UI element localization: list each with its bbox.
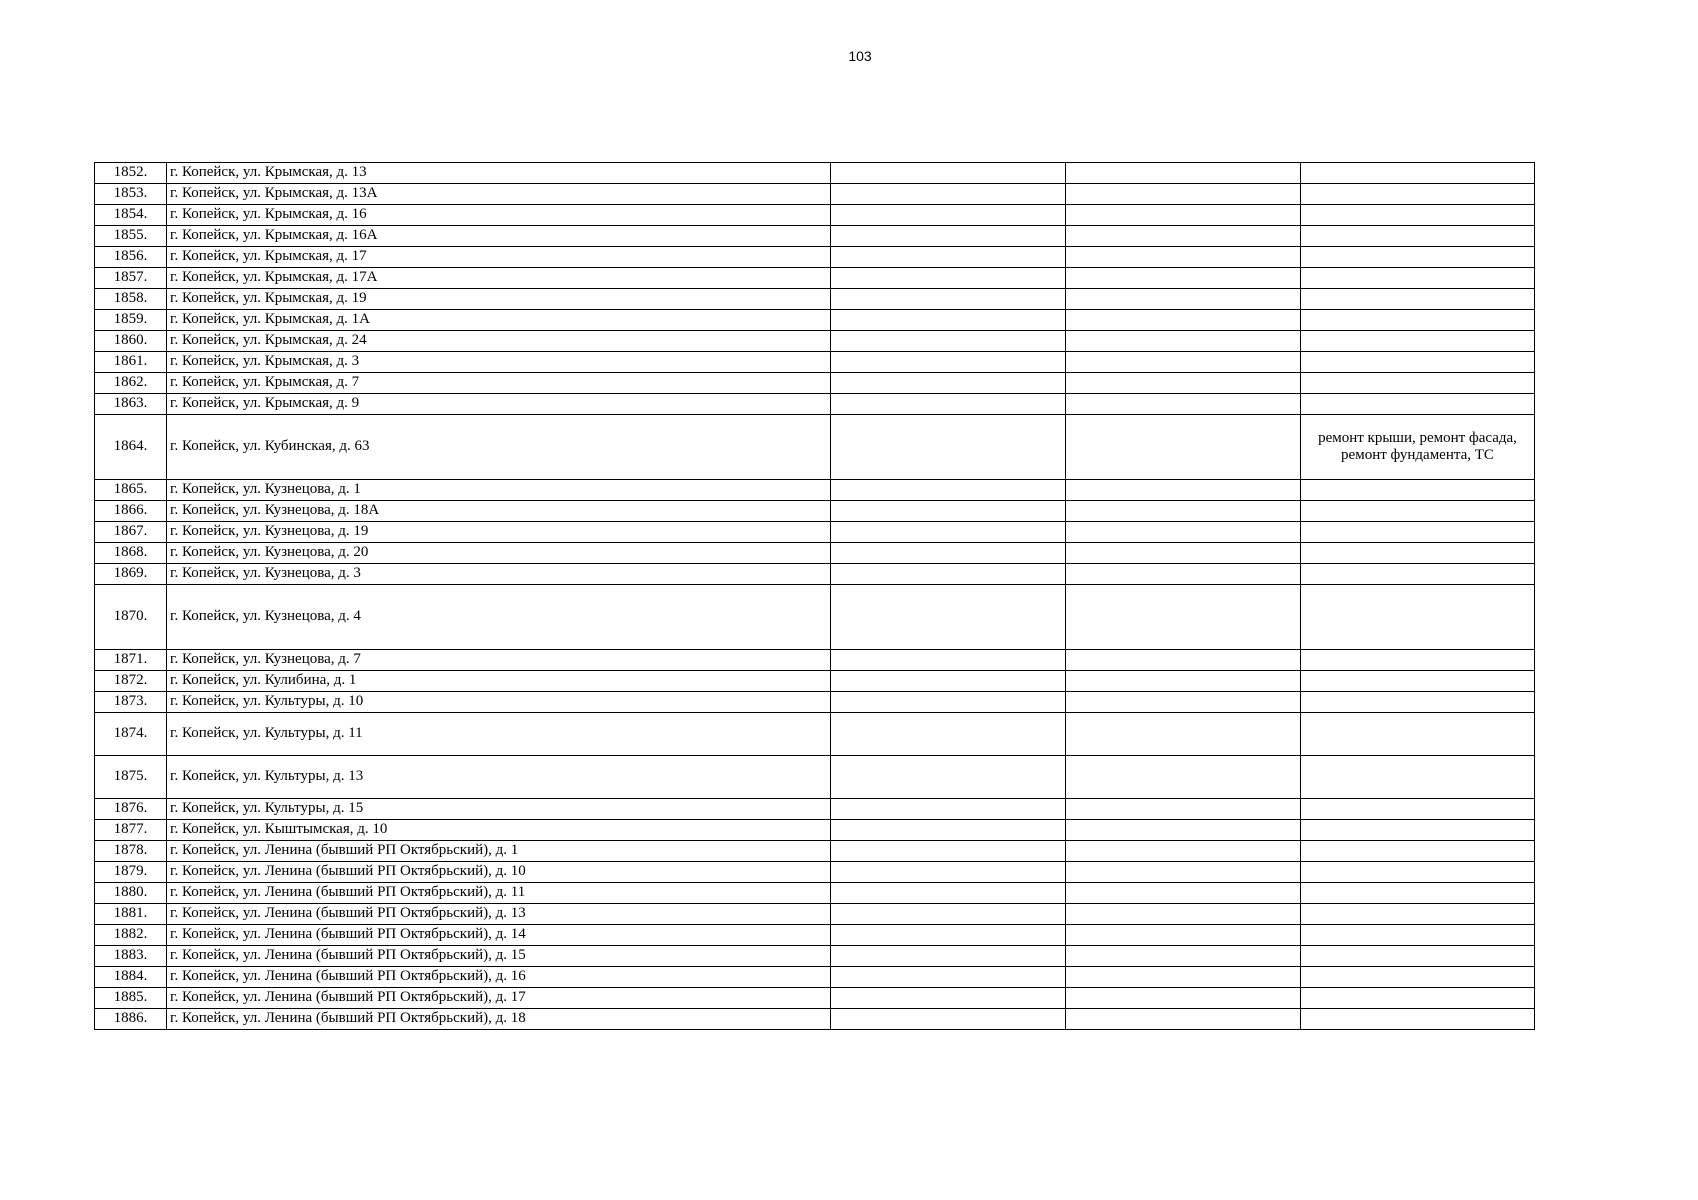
address-cell: г. Копейск, ул. Ленина (бывший РП Октябрьский), д. 10 — [167, 862, 831, 883]
row-number-cell: 1856. — [95, 247, 167, 268]
table-row — [95, 585, 1535, 650]
address-cell: г. Копейск, ул. Кузнецова, д. 19 — [167, 522, 831, 543]
row-number-cell: 1874. — [95, 713, 167, 756]
column-3-cell — [831, 988, 1066, 1009]
column-3-cell — [831, 967, 1066, 988]
column-3-cell — [831, 925, 1066, 946]
row-number-cell: 1854. — [95, 205, 167, 226]
works-cell — [1301, 862, 1535, 883]
address-cell: г. Копейск, ул. Ленина (бывший РП Октябрьский), д. 17 — [167, 988, 831, 1009]
table-row — [95, 268, 1535, 289]
column-4-cell — [1066, 862, 1301, 883]
works-cell — [1301, 904, 1535, 925]
register-body — [95, 163, 1535, 1030]
address-cell: г. Копейск, ул. Кузнецова, д. 7 — [167, 650, 831, 671]
column-3-cell — [831, 756, 1066, 799]
column-4-cell — [1066, 480, 1301, 501]
works-cell — [1301, 331, 1535, 352]
table-row — [95, 967, 1535, 988]
column-3-cell — [831, 480, 1066, 501]
works-cell — [1301, 163, 1535, 184]
column-4-cell — [1066, 205, 1301, 226]
table-row — [95, 904, 1535, 925]
row-number-cell: 1855. — [95, 226, 167, 247]
column-3-cell — [831, 862, 1066, 883]
row-number-cell: 1852. — [95, 163, 167, 184]
column-3-cell — [831, 331, 1066, 352]
works-cell: ремонт крыши, ремонт фасада, ремонт фундамента, ТС — [1301, 415, 1535, 480]
column-3-cell — [831, 289, 1066, 310]
row-number-cell: 1857. — [95, 268, 167, 289]
row-number-cell: 1878. — [95, 841, 167, 862]
column-4-cell — [1066, 946, 1301, 967]
works-cell — [1301, 650, 1535, 671]
works-cell — [1301, 925, 1535, 946]
row-number-cell: 1873. — [95, 692, 167, 713]
works-cell — [1301, 671, 1535, 692]
column-3-cell — [831, 543, 1066, 564]
address-cell: г. Копейск, ул. Культуры, д. 11 — [167, 713, 831, 756]
column-4-cell — [1066, 310, 1301, 331]
row-number-cell: 1863. — [95, 394, 167, 415]
address-cell: г. Копейск, ул. Крымская, д. 9 — [167, 394, 831, 415]
table-row — [95, 163, 1535, 184]
column-3-cell — [831, 184, 1066, 205]
address-cell: г. Копейск, ул. Кубинская, д. 63 — [167, 415, 831, 480]
address-cell: г. Копейск, ул. Крымская, д. 1А — [167, 310, 831, 331]
address-cell: г. Копейск, ул. Кузнецова, д. 18А — [167, 501, 831, 522]
column-3-cell — [831, 352, 1066, 373]
column-3-cell — [831, 820, 1066, 841]
address-cell: г. Копейск, ул. Ленина (бывший РП Октябрьский), д. 15 — [167, 946, 831, 967]
column-3-cell — [831, 904, 1066, 925]
column-3-cell — [831, 522, 1066, 543]
works-cell — [1301, 946, 1535, 967]
row-number-cell: 1876. — [95, 799, 167, 820]
column-4-cell — [1066, 289, 1301, 310]
row-number-cell: 1886. — [95, 1009, 167, 1030]
column-4-cell — [1066, 163, 1301, 184]
address-cell: г. Копейск, ул. Крымская, д. 16А — [167, 226, 831, 247]
table-row — [95, 522, 1535, 543]
column-4-cell — [1066, 692, 1301, 713]
address-cell: г. Копейск, ул. Ленина (бывший РП Октябрьский), д. 1 — [167, 841, 831, 862]
address-cell: г. Копейск, ул. Культуры, д. 15 — [167, 799, 831, 820]
column-3-cell — [831, 799, 1066, 820]
table-row — [95, 862, 1535, 883]
address-cell: г. Копейск, ул. Крымская, д. 3 — [167, 352, 831, 373]
address-cell: г. Копейск, ул. Крымская, д. 17 — [167, 247, 831, 268]
column-4-cell — [1066, 841, 1301, 862]
works-cell — [1301, 883, 1535, 904]
column-3-cell — [831, 692, 1066, 713]
address-cell: г. Копейск, ул. Культуры, д. 13 — [167, 756, 831, 799]
table-row — [95, 373, 1535, 394]
address-cell: г. Копейск, ул. Крымская, д. 7 — [167, 373, 831, 394]
column-4-cell — [1066, 820, 1301, 841]
row-number-cell: 1871. — [95, 650, 167, 671]
column-4-cell — [1066, 247, 1301, 268]
row-number-cell: 1877. — [95, 820, 167, 841]
column-4-cell — [1066, 799, 1301, 820]
address-cell: г. Копейск, ул. Кыштымская, д. 10 — [167, 820, 831, 841]
column-3-cell — [831, 268, 1066, 289]
address-cell: г. Копейск, ул. Крымская, д. 24 — [167, 331, 831, 352]
row-number-cell: 1868. — [95, 543, 167, 564]
table-row — [95, 226, 1535, 247]
row-number-cell: 1875. — [95, 756, 167, 799]
column-3-cell — [831, 585, 1066, 650]
works-cell — [1301, 247, 1535, 268]
column-3-cell — [831, 564, 1066, 585]
row-number-cell: 1867. — [95, 522, 167, 543]
works-cell — [1301, 310, 1535, 331]
table-row — [95, 820, 1535, 841]
works-cell — [1301, 756, 1535, 799]
column-3-cell — [831, 394, 1066, 415]
column-3-cell — [831, 415, 1066, 480]
column-4-cell — [1066, 650, 1301, 671]
row-number-cell: 1864. — [95, 415, 167, 480]
column-4-cell — [1066, 967, 1301, 988]
works-cell — [1301, 564, 1535, 585]
column-3-cell — [831, 247, 1066, 268]
address-cell: г. Копейск, ул. Кулибина, д. 1 — [167, 671, 831, 692]
column-3-cell — [831, 310, 1066, 331]
column-3-cell — [831, 1009, 1066, 1030]
column-4-cell — [1066, 226, 1301, 247]
row-number-cell: 1883. — [95, 946, 167, 967]
column-3-cell — [831, 946, 1066, 967]
address-cell: г. Копейск, ул. Кузнецова, д. 1 — [167, 480, 831, 501]
table-row — [95, 671, 1535, 692]
table-row — [95, 756, 1535, 799]
column-3-cell — [831, 226, 1066, 247]
row-number-cell: 1858. — [95, 289, 167, 310]
works-cell — [1301, 352, 1535, 373]
housing-register-table — [94, 162, 1535, 1030]
column-4-cell — [1066, 184, 1301, 205]
table-row — [95, 352, 1535, 373]
table-row — [95, 692, 1535, 713]
works-cell — [1301, 692, 1535, 713]
address-cell: г. Копейск, ул. Ленина (бывший РП Октябрьский), д. 18 — [167, 1009, 831, 1030]
address-cell: г. Копейск, ул. Крымская, д. 13А — [167, 184, 831, 205]
table-row — [95, 925, 1535, 946]
table-row — [95, 331, 1535, 352]
address-cell: г. Копейск, ул. Кузнецова, д. 3 — [167, 564, 831, 585]
table-row — [95, 501, 1535, 522]
table-row — [95, 841, 1535, 862]
column-3-cell — [831, 373, 1066, 394]
column-4-cell — [1066, 394, 1301, 415]
column-4-cell — [1066, 501, 1301, 522]
works-cell — [1301, 373, 1535, 394]
table-row — [95, 247, 1535, 268]
table-row — [95, 1009, 1535, 1030]
row-number-cell: 1885. — [95, 988, 167, 1009]
column-4-cell — [1066, 331, 1301, 352]
page-number: 103 — [848, 48, 872, 64]
works-cell — [1301, 543, 1535, 564]
address-cell: г. Копейск, ул. Крымская, д. 13 — [167, 163, 831, 184]
table-row — [95, 394, 1535, 415]
table-row — [95, 799, 1535, 820]
works-cell — [1301, 480, 1535, 501]
column-3-cell — [831, 650, 1066, 671]
works-cell — [1301, 501, 1535, 522]
works-cell — [1301, 820, 1535, 841]
works-cell — [1301, 988, 1535, 1009]
works-cell — [1301, 1009, 1535, 1030]
column-4-cell — [1066, 268, 1301, 289]
works-cell — [1301, 205, 1535, 226]
row-number-cell: 1882. — [95, 925, 167, 946]
row-number-cell: 1866. — [95, 501, 167, 522]
row-number-cell: 1861. — [95, 352, 167, 373]
column-4-cell — [1066, 904, 1301, 925]
column-4-cell — [1066, 543, 1301, 564]
column-4-cell — [1066, 883, 1301, 904]
address-cell: г. Копейск, ул. Ленина (бывший РП Октябрьский), д. 16 — [167, 967, 831, 988]
works-cell — [1301, 226, 1535, 247]
table-row — [95, 883, 1535, 904]
column-3-cell — [831, 883, 1066, 904]
table-row — [95, 650, 1535, 671]
row-number-cell: 1859. — [95, 310, 167, 331]
works-cell — [1301, 394, 1535, 415]
works-cell — [1301, 585, 1535, 650]
column-4-cell — [1066, 585, 1301, 650]
table-row — [95, 480, 1535, 501]
table-row — [95, 946, 1535, 967]
table-row — [95, 289, 1535, 310]
column-4-cell — [1066, 756, 1301, 799]
column-4-cell — [1066, 925, 1301, 946]
address-cell: г. Копейск, ул. Кузнецова, д. 20 — [167, 543, 831, 564]
row-number-cell: 1869. — [95, 564, 167, 585]
table-row — [95, 543, 1535, 564]
works-cell — [1301, 268, 1535, 289]
row-number-cell: 1880. — [95, 883, 167, 904]
column-3-cell — [831, 501, 1066, 522]
row-number-cell: 1862. — [95, 373, 167, 394]
works-cell — [1301, 799, 1535, 820]
column-3-cell — [831, 713, 1066, 756]
column-4-cell — [1066, 373, 1301, 394]
table-row — [95, 564, 1535, 585]
table-row — [95, 184, 1535, 205]
row-number-cell: 1860. — [95, 331, 167, 352]
column-4-cell — [1066, 1009, 1301, 1030]
row-number-cell: 1881. — [95, 904, 167, 925]
works-cell — [1301, 522, 1535, 543]
table-row — [95, 713, 1535, 756]
column-4-cell — [1066, 522, 1301, 543]
table-row — [95, 988, 1535, 1009]
address-cell: г. Копейск, ул. Крымская, д. 19 — [167, 289, 831, 310]
address-cell: г. Копейск, ул. Культуры, д. 10 — [167, 692, 831, 713]
row-number-cell: 1872. — [95, 671, 167, 692]
row-number-cell: 1884. — [95, 967, 167, 988]
works-cell — [1301, 184, 1535, 205]
column-3-cell — [831, 671, 1066, 692]
table-row — [95, 310, 1535, 331]
column-4-cell — [1066, 713, 1301, 756]
address-cell: г. Копейск, ул. Ленина (бывший РП Октябрьский), д. 14 — [167, 925, 831, 946]
column-4-cell — [1066, 988, 1301, 1009]
works-cell — [1301, 967, 1535, 988]
row-number-cell: 1879. — [95, 862, 167, 883]
column-4-cell — [1066, 415, 1301, 480]
row-number-cell: 1865. — [95, 480, 167, 501]
row-number-cell: 1870. — [95, 585, 167, 650]
works-cell — [1301, 841, 1535, 862]
address-cell: г. Копейск, ул. Крымская, д. 17А — [167, 268, 831, 289]
works-cell — [1301, 289, 1535, 310]
column-3-cell — [831, 163, 1066, 184]
table-row — [95, 415, 1535, 480]
works-cell — [1301, 713, 1535, 756]
address-cell: г. Копейск, ул. Крымская, д. 16 — [167, 205, 831, 226]
table-row — [95, 205, 1535, 226]
column-4-cell — [1066, 352, 1301, 373]
column-3-cell — [831, 841, 1066, 862]
address-cell: г. Копейск, ул. Кузнецова, д. 4 — [167, 585, 831, 650]
row-number-cell: 1853. — [95, 184, 167, 205]
address-cell: г. Копейск, ул. Ленина (бывший РП Октябрьский), д. 13 — [167, 904, 831, 925]
address-cell: г. Копейск, ул. Ленина (бывший РП Октябрьский), д. 11 — [167, 883, 831, 904]
column-4-cell — [1066, 671, 1301, 692]
column-4-cell — [1066, 564, 1301, 585]
column-3-cell — [831, 205, 1066, 226]
